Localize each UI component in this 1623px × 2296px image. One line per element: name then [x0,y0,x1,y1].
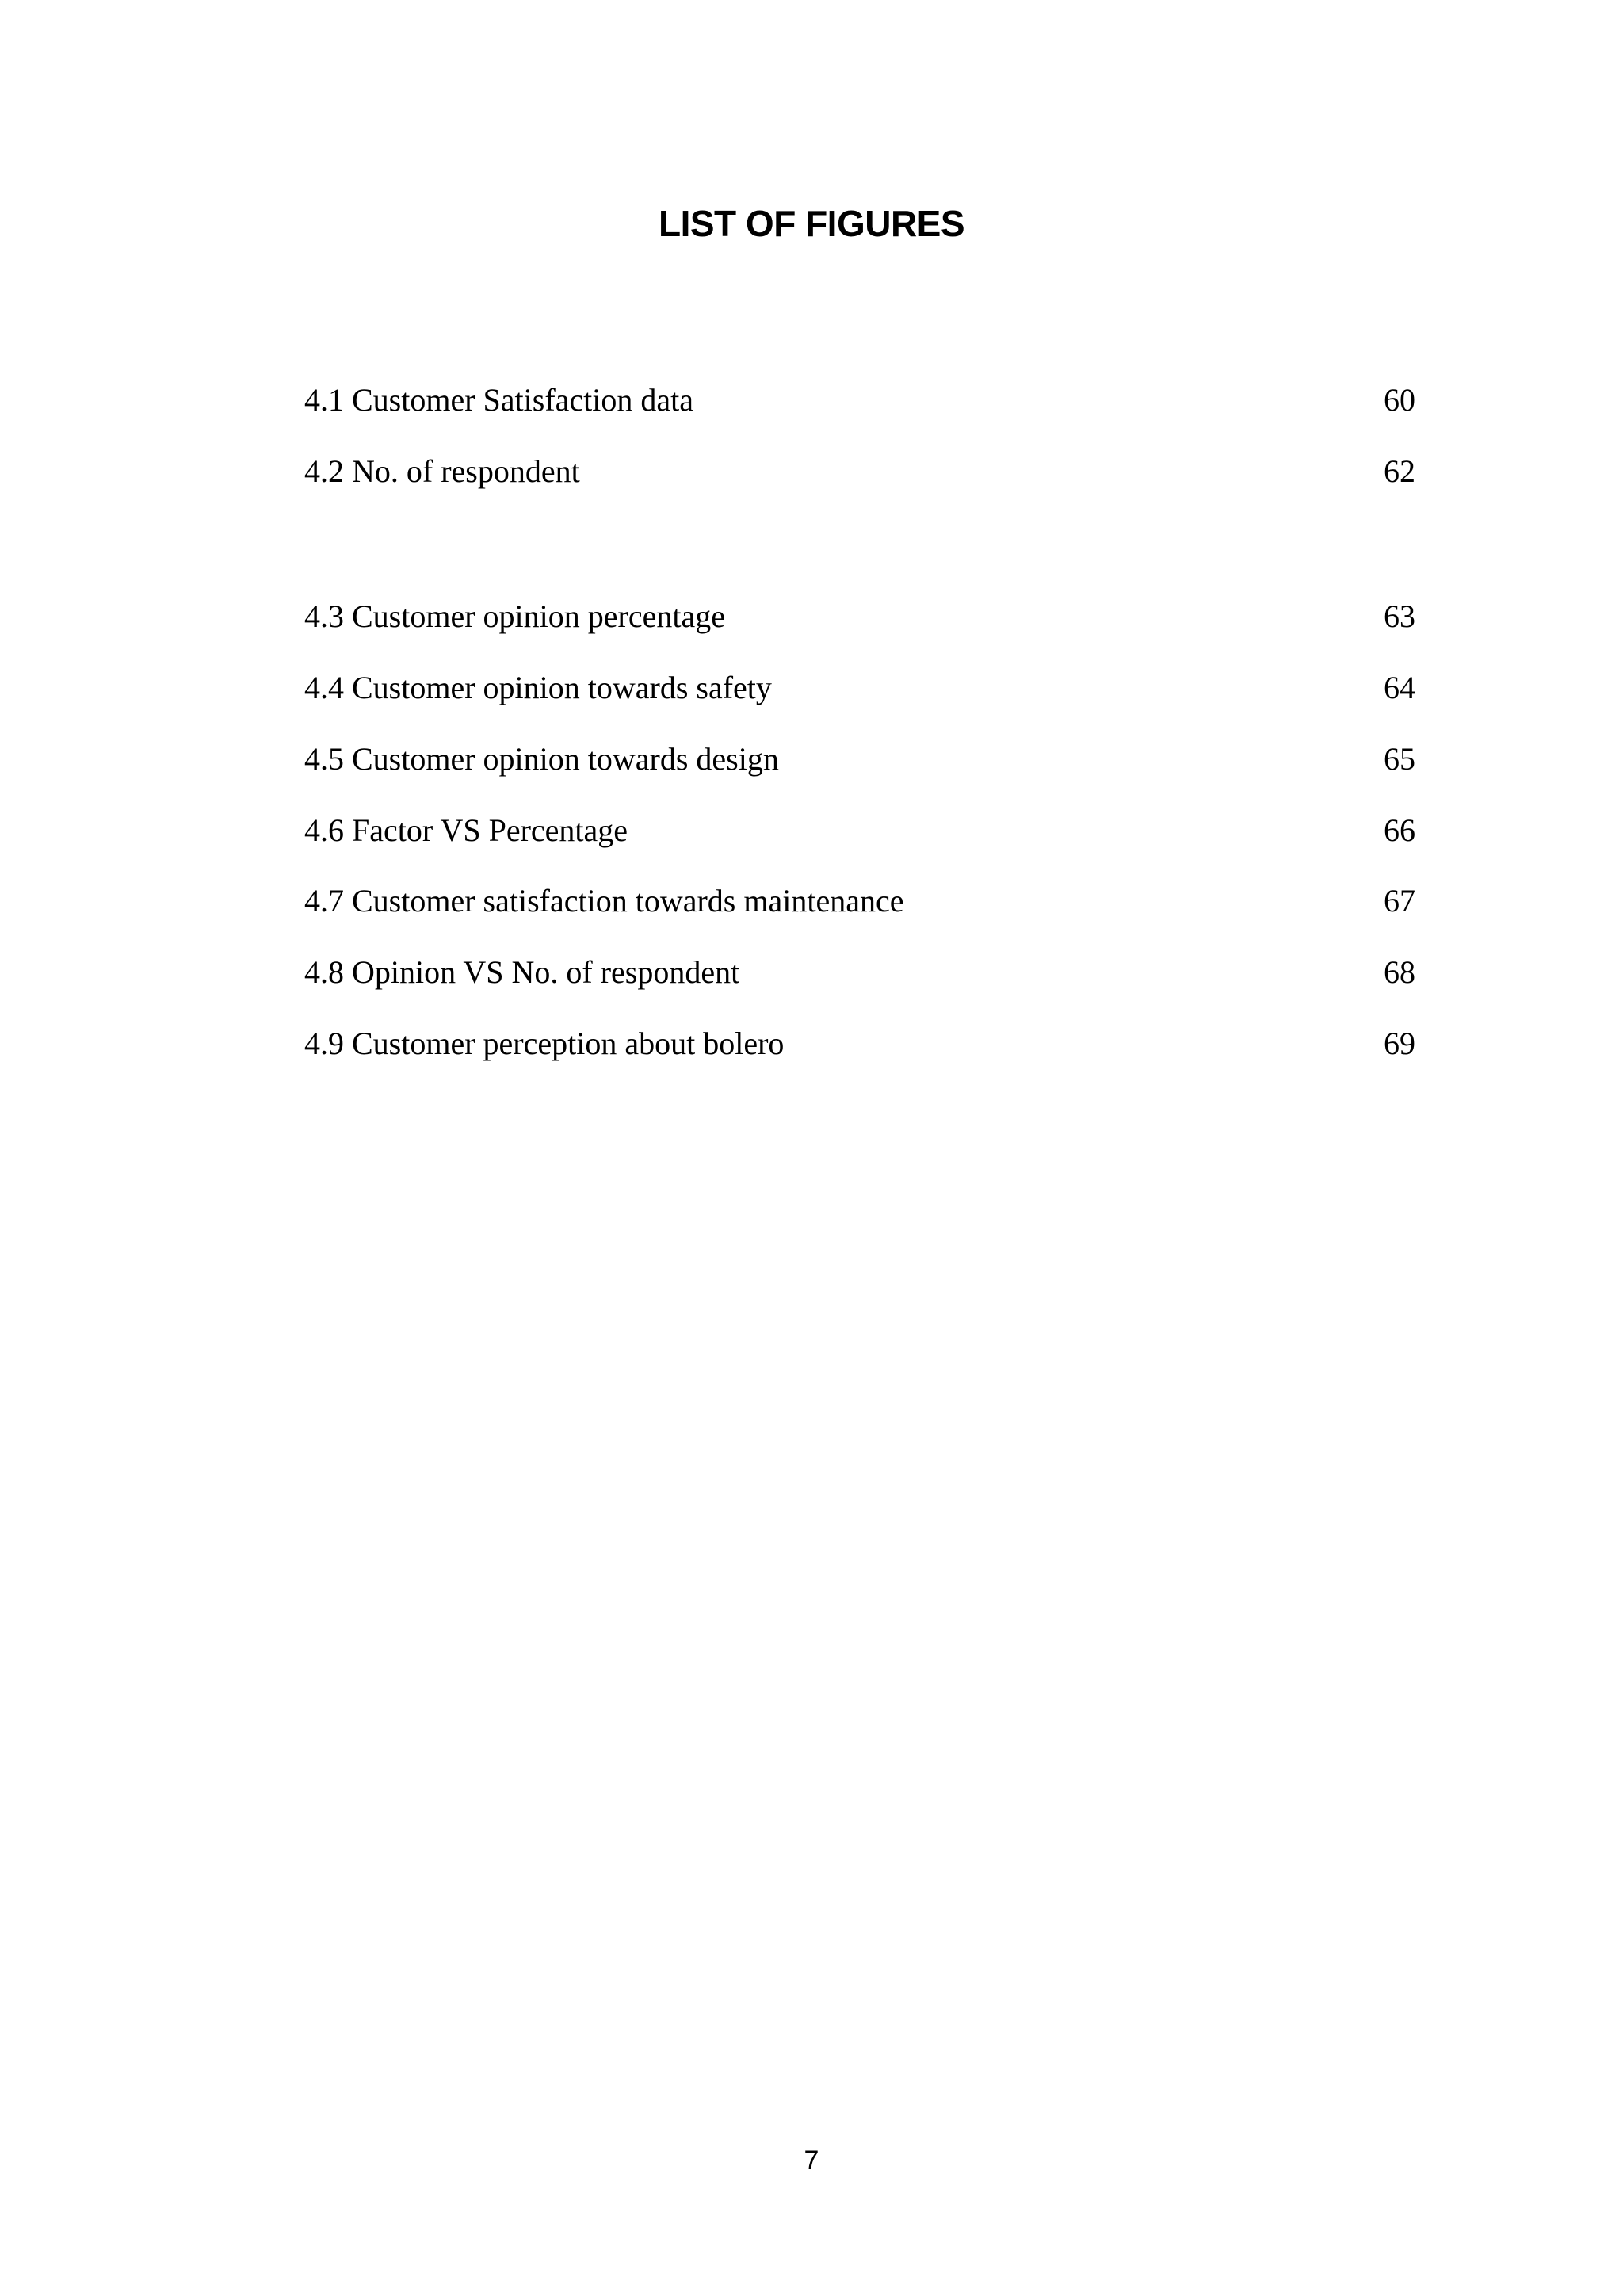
page-number: 7 [804,2145,819,2176]
figure-entry-page: 65 [1384,741,1415,777]
figure-entry-page: 63 [1384,598,1415,634]
figure-entry-page: 69 [1384,1026,1415,1061]
figure-entry-page: 60 [1384,382,1415,418]
figure-entry-page: 66 [1384,812,1415,848]
page-title: LIST OF FIGURES [658,203,965,244]
figure-entry-label: 4.5 Customer opinion towards design [304,741,779,777]
figure-entry-label: 4.4 Customer opinion towards safety [304,670,772,705]
figure-entry-4-1 [304,376,1415,424]
figure-entry-label: 4.3 Customer opinion percentage [304,598,725,634]
figure-entry-4-7 [304,877,1415,925]
figure-entry-4-5 [304,735,1415,783]
figure-entry-4-2 [304,448,1415,495]
figure-entry-label: 4.9 Customer perception about bolero [304,1026,785,1061]
figure-entry-page: 64 [1384,670,1415,705]
figure-entry-4-8 [304,949,1415,996]
figure-entry-label: 4.2 No. of respondent [304,453,580,489]
figure-entry-label: 4.6 Factor VS Percentage [304,812,628,848]
figure-entry-label: 4.8 Opinion VS No. of respondent [304,954,740,990]
figure-entry-page: 62 [1384,453,1415,489]
figure-entry-4-3 [304,593,1415,640]
figure-entry-4-9 [304,1020,1415,1068]
figure-entry-page: 68 [1384,954,1415,990]
figure-entry-4-6 [304,807,1415,854]
figure-entry-label: 4.7 Customer satisfaction towards maintenance [304,883,904,919]
figure-entry-4-4 [304,664,1415,712]
figure-entry-page: 67 [1384,883,1415,919]
figure-entry-label: 4.1 Customer Satisfaction data [304,382,694,418]
